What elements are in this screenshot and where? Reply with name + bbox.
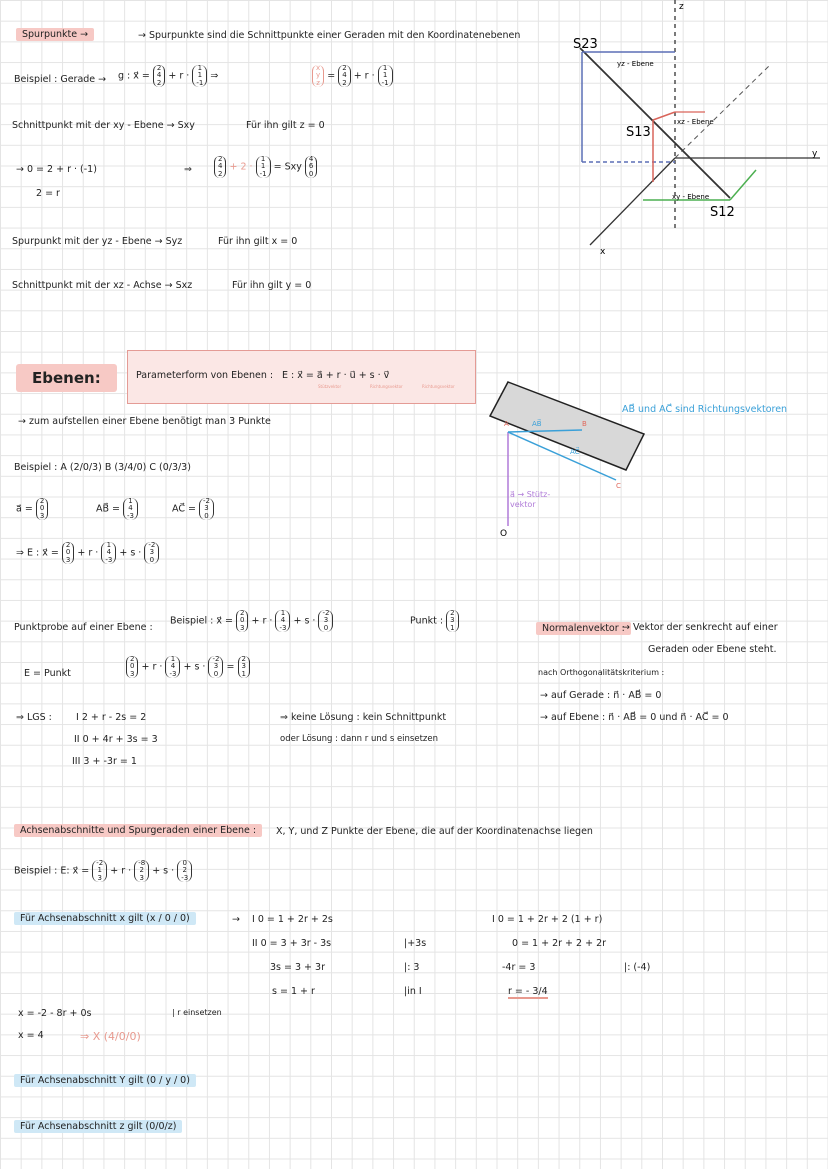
spurpunkte-diagram [560, 0, 828, 260]
vector-stuetz: 2 4 2 [153, 65, 165, 87]
achsen-r1: I 0 = 1 + 2r + 2 (1 + r) [492, 914, 603, 925]
achsen-r3: -4r = 3 [502, 962, 536, 973]
param-richtung1-label: Richtungsvektor [370, 384, 403, 389]
lgs-keine: ⇒ keine Lösung : kein Schnittpunkt [280, 712, 447, 723]
lgs-loesung: oder Lösung : dann r und s einsetzen [280, 734, 439, 744]
xy-eq1: → 0 = 2 + r · (-1) [16, 164, 97, 175]
punktprobe-punkt: Punkt : 2 3 1 [410, 610, 459, 632]
diag-origin: O [500, 529, 508, 539]
achsen-sys3-note: |: 3 [404, 962, 420, 973]
achsen-z-label: Für Achsenabschnitt z gilt (0/0/z) [14, 1120, 182, 1133]
lgs-row3: III 3 + -3r = 1 [72, 756, 137, 767]
ebenen-e-equation: ⇒ E : x⃗ = 2 0 3 + r · 1 4 -3 + s · -2 3 0 [16, 542, 159, 564]
xy-label: Schnittpunkt mit der xy - Ebene → Sxy [12, 120, 195, 131]
label-xz-ebene: xz - Ebene [677, 118, 714, 126]
achsen-y-label: Für Achsenabschnitt Y gilt (0 / y / 0) [14, 1074, 196, 1087]
vector-richtung: 1 1 -1 [192, 65, 207, 87]
achsen-sys2-note: |+3s [404, 938, 427, 949]
param-label: Parameterform von Ebenen : [136, 370, 274, 381]
normalen-ebene: → auf Ebene : n⃗ · AB⃗ = 0 und n⃗ · AC⃗ = 0 [540, 712, 729, 723]
achsen-r4: r = - 3/4 [508, 986, 548, 999]
achsen-x1: x = -2 - 8r + 0s [18, 1008, 92, 1019]
e-gleich-punkt: E = Punkt [24, 668, 71, 679]
gerade-equation: g : x⃗ = 2 4 2 + r · 1 1 -1 ⇒ [118, 64, 219, 87]
normalen-gerade: → auf Gerade : n⃗ · AB⃗ = 0 [540, 690, 662, 701]
ebenen-diagram [486, 376, 656, 546]
ebenen-beispiel: Beispiel : A (2/0/3) B (3/4/0) C (0/3/3) [14, 462, 191, 473]
yz-condition: Für ihn gilt x = 0 [218, 236, 298, 247]
label-yz-ebene: yz - Ebene [617, 60, 654, 68]
spurpunkte-beispiel-label: Beispiel : Gerade → [14, 74, 107, 85]
achsen-title: Achsenabschnitte und Spurgeraden einer Ebene : [14, 824, 262, 837]
ebenen-aufstellen: → zum aufstellen einer Ebene benötigt man 3 Punkte [18, 416, 271, 427]
axis-z-label: z [679, 2, 684, 12]
lgs-label: ⇒ LGS : [16, 712, 52, 723]
label-xy-ebene: xy - Ebene [672, 193, 710, 201]
achsen-sys4-note: |in I [404, 986, 422, 997]
xz-condition: Für ihn gilt y = 0 [232, 280, 312, 291]
richtungsvektoren-note: AB⃗ und AC⃗ sind Richtungsvektoren [622, 404, 788, 415]
diag-ac: AC⃗ [570, 448, 580, 456]
diag-point-c: C [616, 482, 621, 490]
param-richtung2-label: Richtungsvektor [422, 384, 455, 389]
param-stuetz-label: Stützvektor [318, 384, 342, 389]
normalenvektor-title: Normalenvektor : [536, 622, 631, 635]
punktprobe-setup: 2 0 3 + r · 1 4 -3 + s · -2 3 0 = 2 3 1 [126, 656, 250, 678]
ebenen-vectors: a⃗ = 2 0 3 [16, 498, 48, 520]
punktprobe-title: Punktprobe auf einer Ebene : [14, 622, 153, 633]
achsen-r2: 0 = 1 + 2r + 2 + 2r [512, 938, 607, 949]
achsen-x1-note: | r einsetzen [172, 1008, 222, 1017]
label-s12: S12 [710, 205, 735, 220]
achsen-beispiel: Beispiel : E: x⃗ = -2 1 3 + r · -8 2 3 + s · 0 2 -3 [14, 860, 192, 882]
section-title-spurpunkte: Spurpunkte → [16, 28, 94, 41]
lgs-row2: II 0 + 4r + 3s = 3 [74, 734, 158, 745]
normalenvektor-def1: → Vektor der senkrecht auf einer [622, 622, 778, 633]
achsen-sys1: I 0 = 1 + 2r + 2s [252, 914, 333, 925]
section-title-ebenen: Ebenen: [16, 364, 117, 392]
vector-xyz: x y z [312, 65, 324, 87]
achsen-sys3: 3s = 3 + 3r [270, 962, 325, 973]
diag-point-a: A [504, 420, 509, 428]
diag-point-b: B [582, 420, 587, 428]
xy-implies: ⇒ [184, 164, 192, 175]
orthogonalitaet: nach Orthogonalitätskriterium : [538, 668, 665, 677]
punktprobe-beispiel: Beispiel : x⃗ = 2 0 3 + r · 1 4 -3 + s · -2 3 0 [170, 610, 333, 632]
lgs-row1: I 2 + r - 2s = 2 [76, 712, 147, 723]
achsen-x2: x = 4 [18, 1030, 44, 1041]
diag-ab: AB⃗ [532, 420, 542, 428]
spurpunkte-definition: → Spurpunkte sind die Schnittpunkte einer Geraden mit den Koordinatenebenen [138, 30, 521, 41]
param-equation: E : x⃗ = a⃗ + r · u⃗ + s · v⃗ [282, 370, 390, 381]
achsen-sys2: II 0 = 3 + 3r - 3s [252, 938, 332, 949]
xz-label: Schnittpunkt mit der xz - Achse → Sxz [12, 280, 193, 291]
sxy-equation: 2 4 2 + 2 · 1 1 -1 = Sxy 4 6 0 [214, 156, 317, 178]
stuetzvektor-note: a⃗ → Stütz- vektor [510, 490, 551, 509]
label-s23: S23 [573, 37, 598, 52]
achsen-r3-note: |: (-4) [624, 962, 651, 973]
achsen-arrow: → [232, 914, 240, 925]
vector-sxy: 4 6 0 [305, 156, 317, 178]
label-s13: S13 [626, 125, 651, 140]
achsen-x-label: Für Achsenabschnitt x gilt (x / 0 / 0) [14, 912, 196, 925]
axis-x-label: x [600, 247, 606, 257]
achsen-x3: ⇒ X (4/0/0) [80, 1030, 141, 1043]
achsen-sys4: s = 1 + r [272, 986, 315, 997]
achsen-def: X, Y, und Z Punkte der Ebene, die auf der Koordinatenachse liegen [276, 826, 593, 837]
gerade-equation-xyz: x y z = 2 4 2 + r · 1 1 -1 [312, 65, 393, 87]
yz-label: Spurpunkt mit der yz - Ebene → Syz [12, 236, 183, 247]
xy-eq2: 2 = r [36, 188, 60, 199]
axis-y-label: y [812, 149, 818, 159]
normalenvektor-def2: Geraden oder Ebene steht. [648, 644, 777, 655]
xy-condition: Für ihn gilt z = 0 [246, 120, 325, 131]
